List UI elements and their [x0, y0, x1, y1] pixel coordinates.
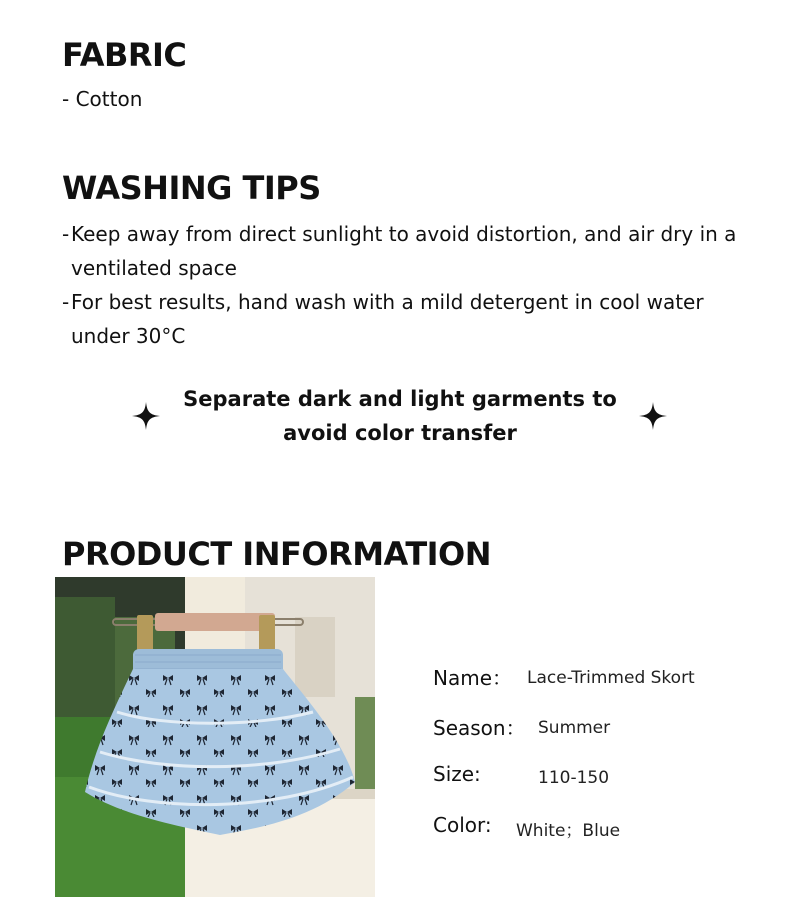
- callout-line-2: avoid color transfer: [283, 421, 517, 445]
- four-point-star-icon: [132, 402, 160, 430]
- product-photo: [55, 577, 375, 897]
- info-label-size: Size:: [433, 762, 481, 786]
- callout-line-1: Separate dark and light garments to: [183, 387, 617, 411]
- info-value-name: Lace-Trimmed Skort: [527, 668, 695, 688]
- tip-dash: -: [62, 290, 70, 314]
- info-label-season: Season：: [433, 716, 526, 740]
- tip-text: For best results, hand wash with a mild detergent in cool water under 30°C: [71, 290, 704, 348]
- washing-tip-hand-wash: [62, 285, 742, 353]
- washing-tip-sunlight: [62, 217, 742, 285]
- skort-illustration: [55, 577, 375, 897]
- info-value-size: 110-150: [538, 768, 610, 788]
- four-point-star-icon: [639, 402, 667, 430]
- info-value-color: White；Blue: [516, 821, 621, 841]
- info-label-color: Color:: [433, 813, 492, 837]
- info-label-name: Name：: [433, 666, 513, 690]
- product-info-heading: PRODUCT INFORMATION: [62, 535, 492, 573]
- info-value-season: Summer: [538, 718, 611, 738]
- fabric-item-cotton: - Cotton: [62, 87, 143, 111]
- tip-dash: -: [62, 222, 70, 246]
- color-transfer-callout: [180, 382, 620, 450]
- fabric-heading: FABRIC: [62, 36, 187, 74]
- tip-text: Keep away from direct sunlight to avoid distortion, and air dry in a ventilated space: [71, 222, 737, 280]
- washing-tips-heading: WASHING TIPS: [62, 169, 321, 207]
